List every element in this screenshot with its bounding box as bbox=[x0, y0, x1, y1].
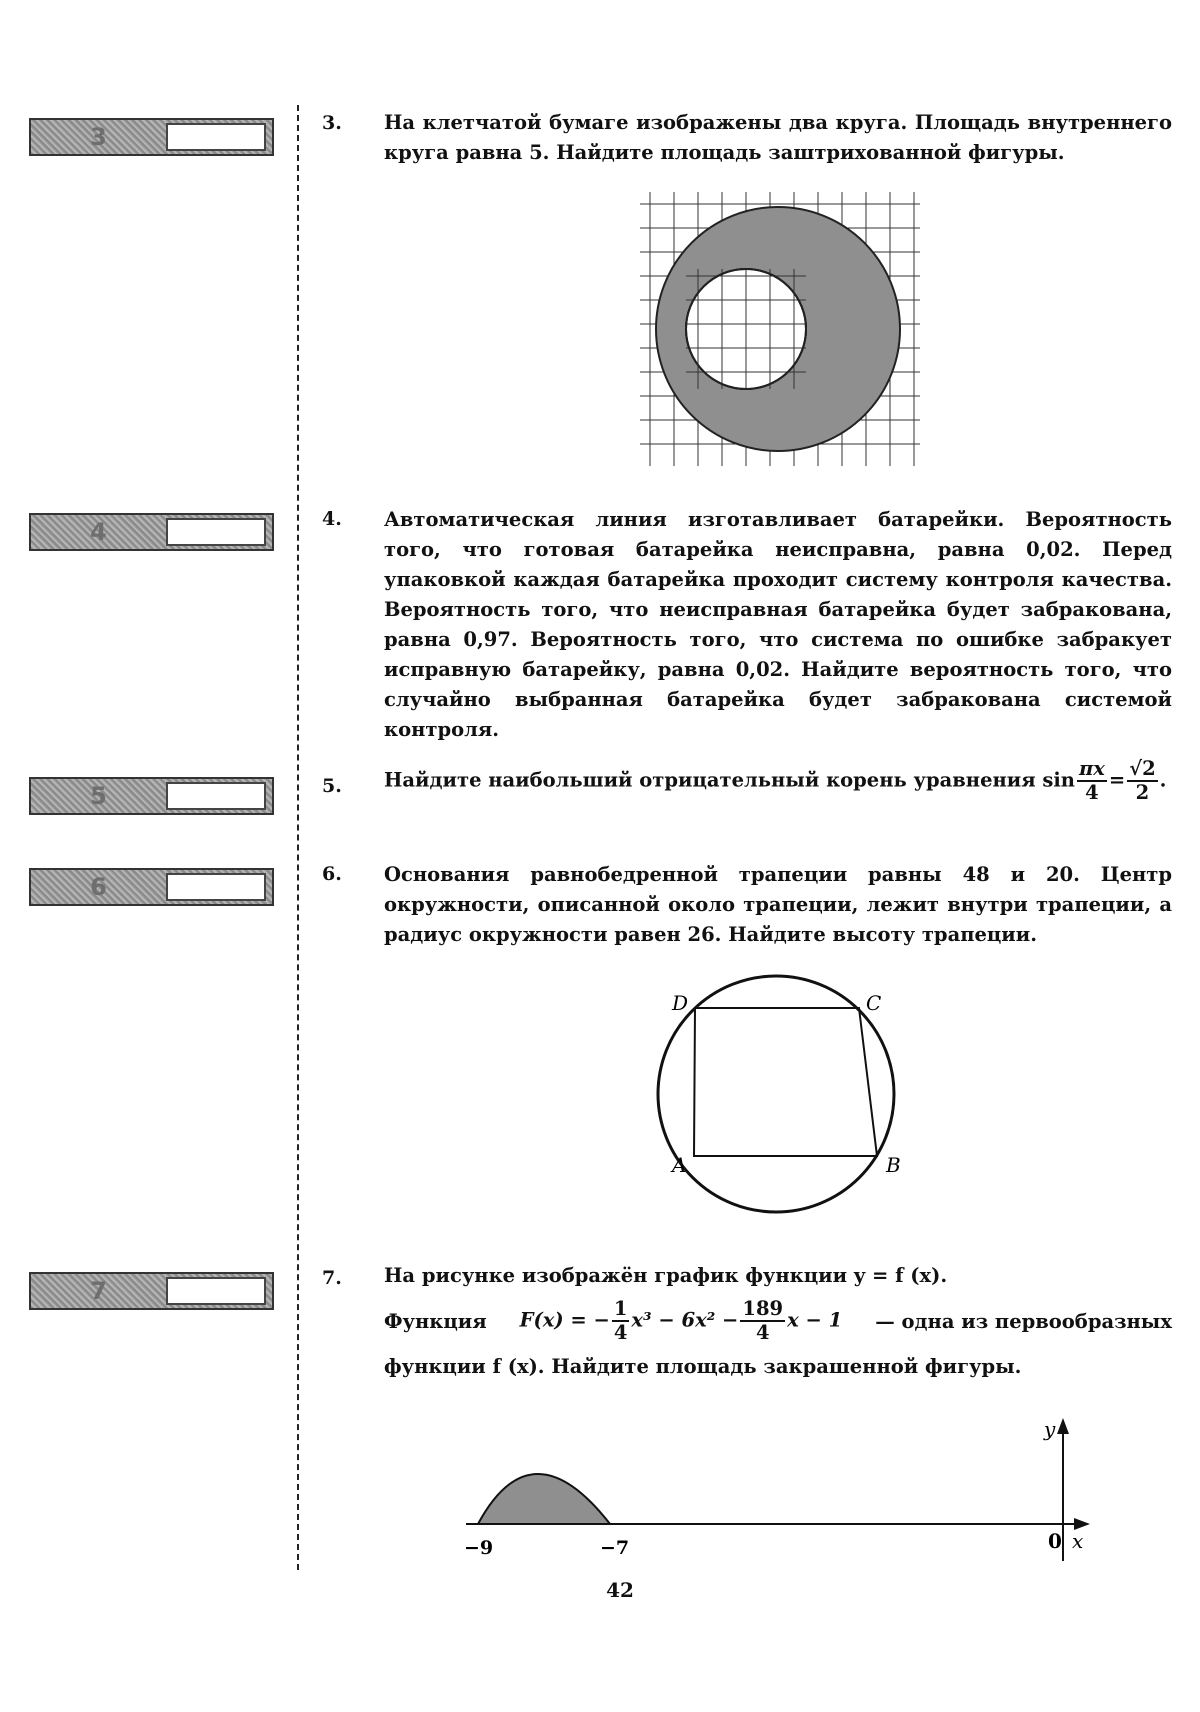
task-7-line3: функции f (x). Найдите площадь закрашенной фигуры. bbox=[384, 1355, 1022, 1378]
answer-box-3 bbox=[29, 118, 274, 156]
task-7-line2 bbox=[384, 1298, 1172, 1344]
answer-field-4[interactable] bbox=[166, 518, 266, 546]
task-5-end: . bbox=[1159, 768, 1167, 792]
task-6-number: 6. bbox=[322, 863, 342, 885]
answer-field-7[interactable] bbox=[166, 1277, 266, 1305]
vertex-C-label: C bbox=[866, 991, 882, 1015]
trapezoid bbox=[694, 1008, 877, 1156]
shaded-region bbox=[478, 1474, 610, 1524]
task-4-text: Автоматическая линия изготавливает батарейки. Вероятность того, что готовая батарейка неисправна, равна 0,02. Перед упаковкой каждая батарейка проходит систему контроля качества. Вероятность того, что неисправная батарейка будет забракована, равна 0,97. Вероятность того, что система по ошибке забракует исправную батарейку, равна 0,02. Найдите вероятность того, что случайно выбранная батарейка будет забракована системой контроля. bbox=[384, 508, 1172, 741]
page-number: 42 bbox=[606, 1578, 634, 1602]
x-axis-label: x bbox=[1072, 1529, 1084, 1553]
answer-box-5 bbox=[29, 777, 274, 815]
fraction-sqrt2-over-2: $\frac{√2}{2}$ bbox=[1129, 757, 1156, 804]
vertex-D-label: D bbox=[672, 991, 689, 1015]
y-axis-label: y bbox=[1044, 1417, 1056, 1441]
task-5-text: Найдите наибольший отрицательный корень уравнения bbox=[384, 768, 1036, 792]
function-graph-figure bbox=[460, 1416, 1100, 1566]
fraction-pi-x-over-4: $\frac{\pi x}{4}$ bbox=[1079, 757, 1105, 804]
concentric-circles-figure bbox=[640, 192, 920, 466]
answer-field-5[interactable] bbox=[166, 782, 266, 810]
task-4-number: 4. bbox=[322, 508, 342, 530]
task-7-word-function: Функция bbox=[384, 1309, 487, 1333]
answer-box-7 bbox=[29, 1272, 274, 1310]
answer-box-number: 3 bbox=[90, 123, 107, 151]
task-5-eq: = bbox=[1108, 768, 1126, 792]
answer-field-6[interactable] bbox=[166, 873, 266, 901]
answer-field-3[interactable] bbox=[166, 123, 266, 151]
answer-box-6 bbox=[29, 868, 274, 906]
task-5-line bbox=[384, 758, 1172, 804]
tick-label-minus-7: −7 bbox=[600, 1537, 630, 1559]
task-7-formula: F(x) = − $\frac{1}{4}$ x³ − 6x² − $\frac{189}{4}$ x − 1 bbox=[519, 1297, 843, 1344]
cut-line bbox=[297, 105, 299, 1570]
task-5-sin: sin bbox=[1042, 768, 1075, 792]
task-7-dash-text: — одна из первообразных bbox=[875, 1309, 1172, 1333]
task-6-text: Основания равнобедренной трапеции равны 48 и 20. Центр окружности, описанной около трапеции, лежит внутри трапеции, а радиус окружности равен 26. Найдите высоту трапеции. bbox=[384, 863, 1172, 946]
vertex-A-label: A bbox=[672, 1153, 687, 1177]
task-7-line1: На рисунке изображён график функции y = f (x). bbox=[384, 1264, 948, 1287]
task-3-number: 3. bbox=[322, 112, 342, 134]
answer-box-number: 4 bbox=[90, 518, 107, 546]
answer-box-number: 7 bbox=[90, 1277, 107, 1305]
task-3-text: На клетчатой бумаге изображены два круга. Площадь внутреннего круга равна 5. Найдите площадь заштрихованной фигуры. bbox=[384, 111, 1172, 164]
tick-label-minus-9: −9 bbox=[464, 1537, 494, 1559]
task-5-number: 5. bbox=[322, 775, 342, 797]
y-axis-arrow bbox=[1057, 1418, 1069, 1434]
task-7-number: 7. bbox=[322, 1267, 342, 1289]
trapezoid-in-circle-figure bbox=[640, 966, 910, 1216]
answer-box-4 bbox=[29, 513, 274, 551]
answer-box-number: 6 bbox=[90, 873, 107, 901]
answer-box-number: 5 bbox=[90, 782, 107, 810]
origin-label: 0 bbox=[1048, 1529, 1062, 1553]
vertex-B-label: B bbox=[886, 1153, 901, 1177]
